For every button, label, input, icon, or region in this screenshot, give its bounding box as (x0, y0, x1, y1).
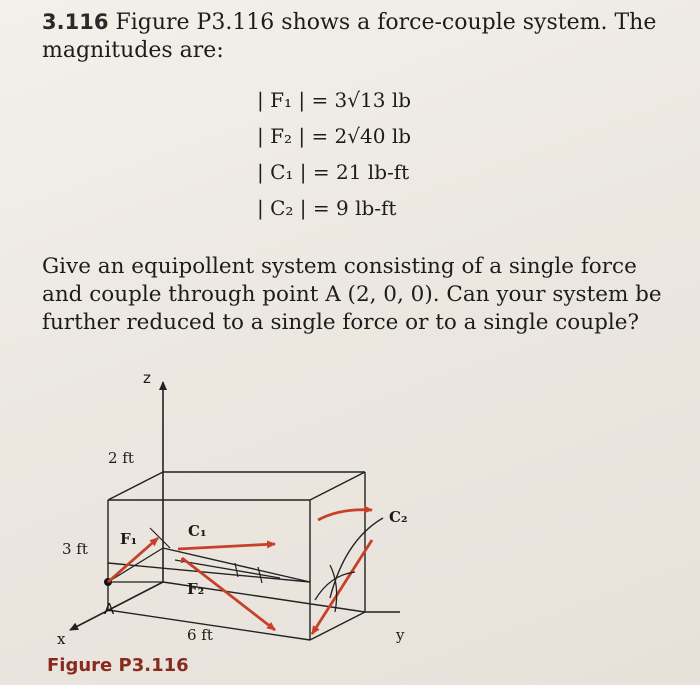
equation-f1: | F₁ | = 3√13 lb (257, 88, 412, 112)
equation-c1: | C₁ | = 21 lb-ft (257, 160, 410, 184)
box-frame (108, 472, 365, 640)
question-text: Give an equipollent system consisting of a single force and couple through point A (2, 0, 0). Can your system be further reduced to a single force or to a single couple? (42, 254, 662, 335)
problem-number: 3.116 (42, 10, 109, 34)
c1-vector (178, 544, 275, 549)
equation-f2: | F₂ | = 2√40 lb (257, 124, 412, 148)
dim-bottom-label: 6 ft (187, 626, 213, 644)
x-axis-label: x (57, 630, 66, 648)
c1-label: C₁ (188, 522, 207, 540)
f2-label: F₂ (187, 580, 205, 598)
x-axis-line (70, 582, 163, 630)
z-axis-label: z (143, 369, 151, 387)
c2-label: C₂ (389, 508, 408, 526)
c2-diagonal-vector (312, 540, 372, 634)
f1-label: F₁ (120, 530, 138, 548)
dim-top-label: 2 ft (108, 449, 134, 467)
c2-arc (318, 510, 372, 520)
y-axis-label: y (396, 626, 405, 644)
problem-intro: Figure P3.116 shows a force-couple system. The magnitudes are: (42, 10, 657, 63)
dim-left-label: 3 ft (62, 540, 88, 558)
point-a-label: A (104, 600, 115, 618)
c2-couple-curve (330, 518, 383, 598)
figure-caption: Figure P3.116 (47, 655, 189, 676)
equation-c2: | C₂ | = 9 lb-ft (257, 196, 397, 220)
